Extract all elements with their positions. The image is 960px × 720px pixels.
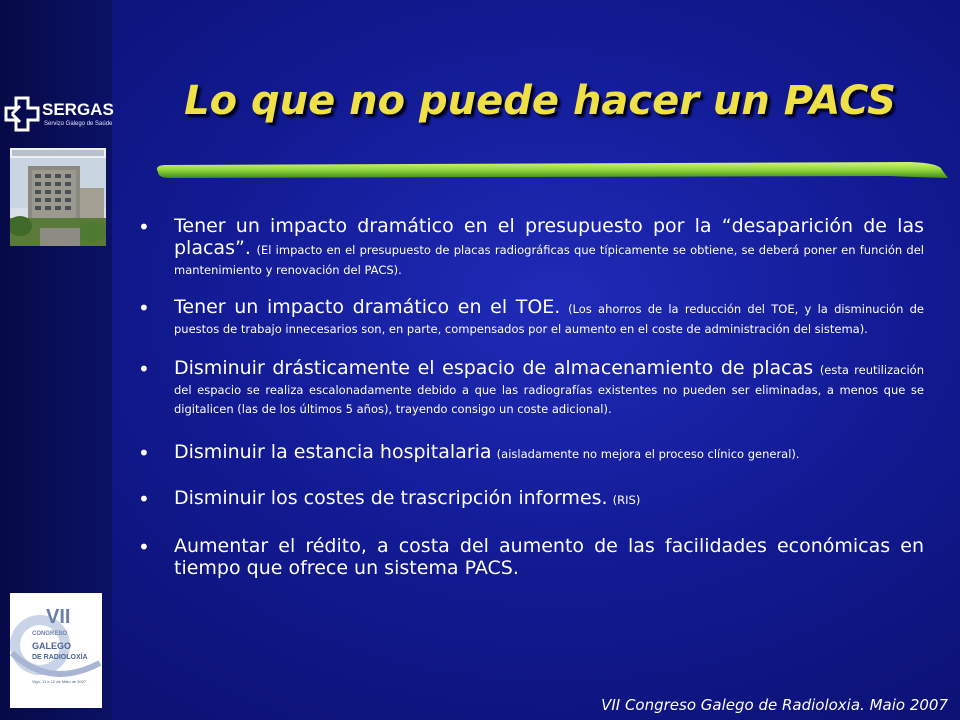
bullet-main-text: Tener un impacto dramático en el presupuesto por la “desaparición de las placas”. <box>174 215 924 259</box>
svg-text:GALEGO: GALEGO <box>32 641 72 651</box>
sergas-subtitle: Servizo Galego de Saúde <box>44 121 113 127</box>
bullet-detail-text: (Los ahorros de la reducción del TOE, y la disminución de puestos de trabajo innecesarios son, en parte, compensados por el aumento en el coste de administración del sistema). <box>174 302 925 336</box>
bullet-item <box>138 487 924 509</box>
bullet-detail-text: (RIS) <box>612 493 641 507</box>
bullet-marker: • <box>138 441 150 465</box>
green-divider-bar <box>150 160 950 182</box>
bullet-item <box>138 441 924 463</box>
bullet-list <box>138 215 924 579</box>
svg-text:CONGRESO: CONGRESO <box>32 631 68 637</box>
bullet-marker: • <box>138 357 150 381</box>
bullet-main-text: Disminuir drásticamente el espacio de almacenamiento de placas <box>174 357 814 379</box>
bullet-item <box>138 296 924 337</box>
bullet-item <box>138 357 924 417</box>
sergas-cross-icon <box>4 96 40 132</box>
bullet-marker: • <box>138 535 150 559</box>
bullet-item <box>138 535 924 579</box>
bullet-detail-text: (esta reutilización del espacio se realiza escalonadamente debido a que las radiografías existentes no pueden ser eliminadas, a menos que se digitalicen (las de los últimos 5 años), trayendo consigo un coste adicional). <box>174 363 924 416</box>
bullet-marker: • <box>138 487 150 511</box>
bullet-marker: • <box>138 296 150 320</box>
bullet-marker: • <box>138 215 150 239</box>
bullet-main-text: Disminuir la estancia hospitalaria <box>174 441 492 463</box>
bullet-detail-text: (aisladamente no mejora el proceso clínico general). <box>496 447 800 461</box>
svg-text:DE RADIOLOXÍA: DE RADIOLOXÍA <box>32 654 88 661</box>
sergas-name: SERGAS <box>42 100 114 119</box>
svg-text:VII: VII <box>46 606 71 628</box>
bullet-main-text: Disminuir los costes de trascripción informes. <box>174 487 608 509</box>
bullet-main-text: Tener un impacto dramático en el TOE. <box>174 296 561 318</box>
footer-text: VII Congreso Galego de Radioloxia. Maio 2007 <box>601 696 948 714</box>
bullet-item <box>138 215 924 278</box>
congress-logo-emblem <box>10 593 102 679</box>
bullet-main-text: Aumentar el rédito, a costa del aumento de las facilidades económicas en tiempo que ofrece un sistema PACS. <box>174 535 924 579</box>
hospital-building-image <box>10 148 106 246</box>
sergas-logo <box>4 92 114 247</box>
slide-title: Lo que no puede hacer un PACS <box>184 78 896 124</box>
congress-logo <box>10 593 102 708</box>
bullet-detail-text: (El impacto en el presupuesto de placas radiográficas que típicamente se obtiene, se deberá poner en función del mantenimiento y renovación del PACS). <box>174 243 925 277</box>
congress-dates: Vigo, 11 e 12 de Maio de 2007 <box>31 679 87 684</box>
